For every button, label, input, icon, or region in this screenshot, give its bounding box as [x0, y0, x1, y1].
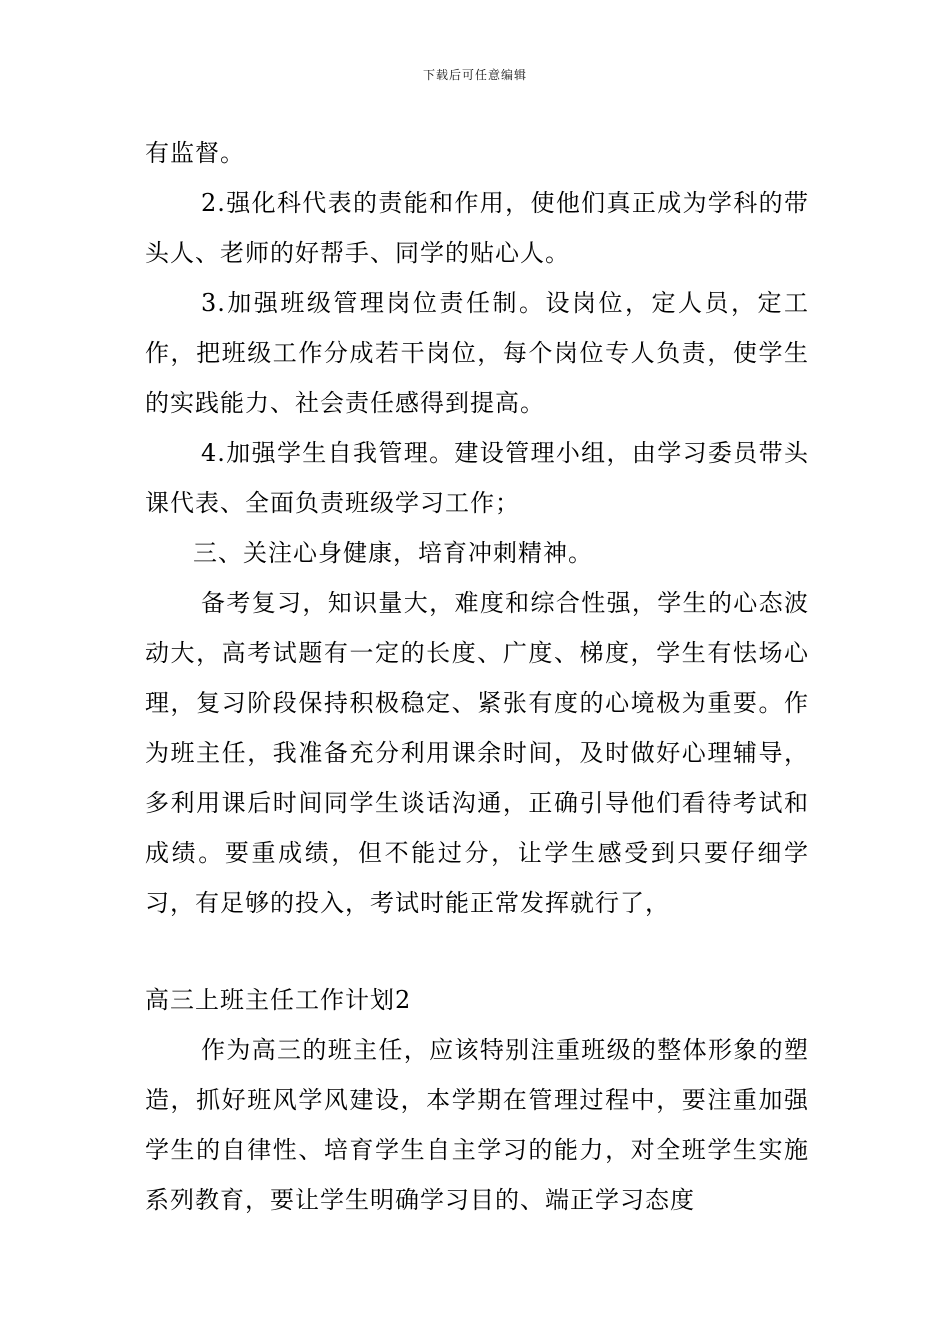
page-header: 下载后可任意编辑 — [422, 68, 527, 82]
section-heading-3: 三、关注心身健康，培育冲刺精神。 — [193, 539, 593, 567]
paragraph-mental-health: 备考复习，知识量大，难度和综合性强，学生的心态波动大，高考试题有一定的长度、广度、梯度，学生有怯场心理，复习阶段保持积极稳定、紧张有度的心境极为重要。作为班主任，我准备充分利用课余时间，及时做好心理辅导，多利用课后时间同学生谈话沟通，正确引导他们看待考试和成绩。要重成绩，但不能过分，让学生感受到只要仔细学习，有足够的投入，考试时能正常发挥就行了， — [145, 589, 809, 917]
paragraph-item-4: 4.加强学生自我管理。建设管理小组，由学习委员带头课代表、全面负责班级学习工作； — [145, 439, 809, 517]
paragraph-item-3: 3.加强班级管理岗位责任制。设岗位，定人员，定工作，把班级工作分成若干岗位，每个岗位专人负责，使学生的实践能力、社会责任感得到提高。 — [145, 289, 809, 417]
document-body — [145, 128, 809, 1225]
paragraph-continuation: 有监督。 — [145, 139, 245, 167]
paragraph-item-2: 2.强化科代表的责能和作用，使他们真正成为学科的带头人、老师的好帮手、同学的贴心人。 — [145, 189, 809, 267]
section-gap — [145, 928, 809, 975]
document-title-plan-2: 高三上班主任工作计划2 — [145, 986, 412, 1014]
paragraph-plan-2-intro: 作为高三的班主任，应该特别注重班级的整体形象的塑造，抓好班风学风建设，本学期在管理过程中，要注重加强学生的自律性、培育学生自主学习的能力，对全班学生实施系列教育，要让学生明确学习目的、端正学习态度 — [145, 1036, 809, 1214]
